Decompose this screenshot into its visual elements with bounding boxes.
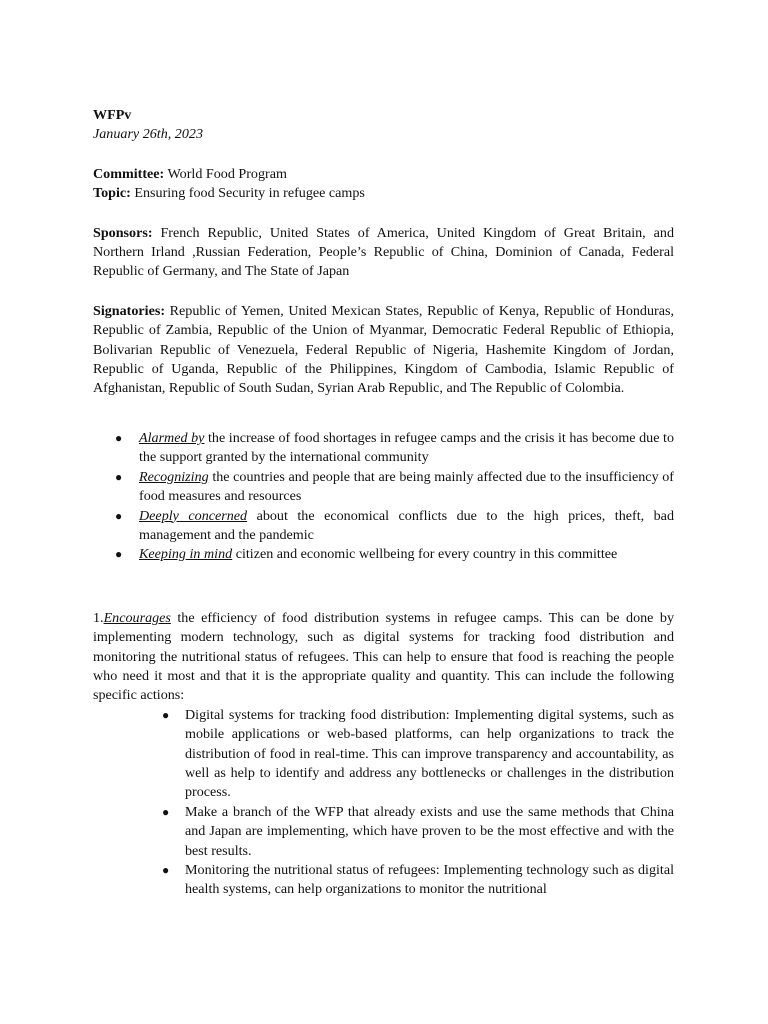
spacer	[93, 282, 674, 302]
preambulatory-clauses	[93, 429, 674, 565]
bullet-icon: ●	[115, 430, 123, 445]
signatories-label: Signatories:	[93, 302, 166, 319]
bullet-icon: ●	[162, 804, 170, 819]
sponsors-text: French Republic, United States of America, United Kingdom of Great Britain, and Northern Irland ,Russian Federation, People’s Republic of China, Dominion of Canada, Federal Republic of Germany, and The State of Japan	[93, 224, 674, 280]
clause-text: about the economical conflicts due to the high prices, theft, bad management and the pandemic	[139, 507, 674, 543]
bullet-icon: ●	[115, 508, 123, 523]
preambulatory-clause	[93, 468, 674, 507]
spacer	[93, 204, 674, 224]
document-date: January 26th, 2023	[93, 126, 203, 143]
bullet-icon: ●	[115, 547, 123, 562]
sponsors-paragraph	[93, 224, 674, 282]
signatories-paragraph	[93, 302, 674, 399]
spacer	[93, 565, 674, 609]
topic-value: Ensuring food Security in refugee camps	[134, 185, 365, 202]
bullet-icon: ●	[162, 707, 170, 722]
preambulatory-clause	[93, 507, 674, 546]
clause-phrase: Recognizing	[139, 468, 209, 485]
operative-clause-1	[93, 609, 674, 706]
resolution-page	[93, 106, 674, 900]
committee-label: Committee:	[93, 165, 165, 182]
action-text: Digital systems for tracking food distribution: Implementing digital systems, such as mobile applications or web-based platforms, can help organizations to track the distribution of food in real-time. This can improve transparency and accountability, as well as help to identify and address any bottlenecks or challenges in the distribution process.	[185, 706, 674, 801]
clause-phrase: Keeping in mind	[139, 546, 233, 563]
document-title: WFPv	[93, 107, 132, 123]
action-item	[93, 861, 674, 900]
preambulatory-clause	[93, 545, 674, 564]
action-item	[93, 803, 674, 861]
clause-number: 1.	[93, 609, 104, 626]
clause-phrase: Deeply concerned	[139, 507, 248, 524]
signatories-text: Republic of Yemen, United Mexican States, Republic of Kenya, Republic of Honduras, Republic of Zambia, Republic of the Union of Myanmar, Democratic Federal Republic of Ethiopia, Bolivarian Republic of Venezuela, Federal Republic of Nigeria, Hashemite Kingdom of Jordan, Republic of Uganda, Republic of the Philippines, Kingdom of Cambodia, Islamic Republic of Afghanistan, Republic of South Sudan, Syrian Arab Republic, and The Republic of Colombia.	[93, 302, 674, 397]
spacer	[93, 399, 674, 429]
action-text: Make a branch of the WFP that already exists and use the same methods that China and Japan are implementing, which have proven to be the most effective and with the best results.	[185, 803, 674, 859]
operative-phrase: Encourages	[103, 609, 171, 626]
clause-text: the countries and people that are being mainly affected due to the insufficiency of food measures and resources	[139, 468, 674, 505]
clause-phrase: Alarmed by	[139, 429, 205, 446]
preambulatory-clause	[93, 429, 674, 468]
operative-actions	[93, 706, 674, 900]
action-item	[93, 706, 674, 803]
clause-text: citizen and economic wellbeing for every country in this committee	[232, 546, 618, 563]
bullet-icon: ●	[162, 863, 170, 877]
operative-text: the efficiency of food distribution systems in refugee camps. This can be done by implementing modern technology, such as digital systems for tracking food distribution and monitoring the nutritional status of refugees. This can help to ensure that food is reaching the people who need it most and that it is the appropriate quality and quantity. This can include the following specific actions:	[93, 609, 674, 704]
topic-label: Topic:	[93, 185, 131, 202]
bullet-icon: ●	[115, 469, 123, 484]
topic-line	[93, 184, 674, 203]
action-text: Monitoring the nutritional status of refugees: Implementing technology such as digital health systems, can help organizations to monitor the nutritional	[185, 862, 674, 898]
spacer	[93, 145, 674, 165]
committee-value: World Food Program	[167, 165, 287, 182]
clause-text: the increase of food shortages in refugee camps and the crisis it has become due to the support granted by the international community	[139, 429, 674, 466]
sponsors-label: Sponsors:	[93, 224, 153, 241]
committee-line	[93, 165, 674, 184]
